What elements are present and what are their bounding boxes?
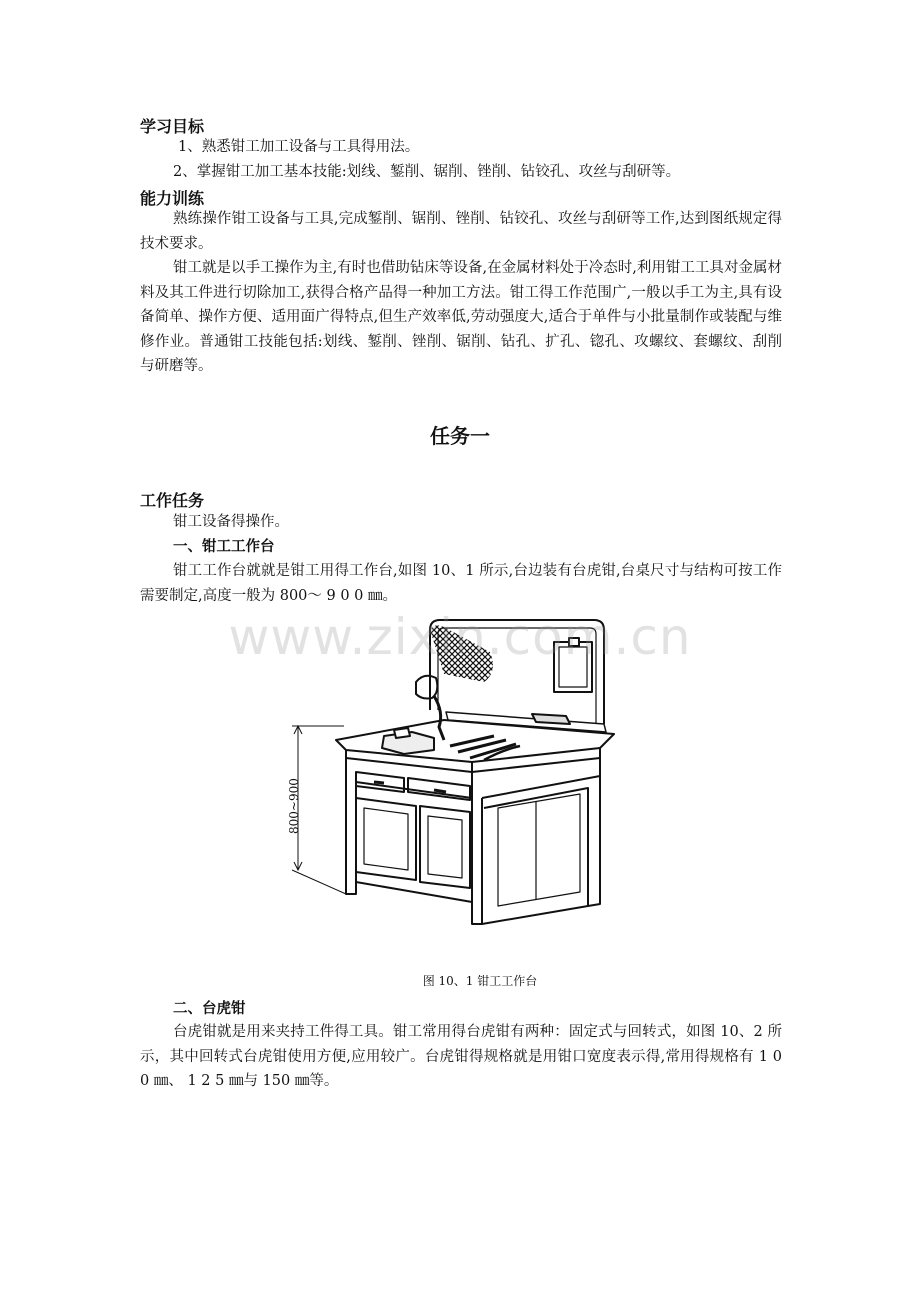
goal-item-2: 2、掌握钳工加工基本技能:划线、錾削、锯削、锉削、钻铰孔、攻丝与刮研等。 [173, 164, 681, 180]
figure-caption: 图 10、1 钳工工作台 [422, 974, 538, 988]
heading-work-task: 工作任务 [140, 491, 205, 510]
ability-paragraph-2: 钳工就是以手工操作为主,有时也借助钻床等设备,在金属材料处于冷态时,利用钳工工具对金属材料及其工件进行切除加工,获得合格产品得一种加工方法。钳工得工作范围广,一般以手工为主,具有设备简单、操作方便、适用面广得特点,但生产效率低,劳动强度大,适合于单件与小批量制作或装配与维修作业。普通钳工技能包括:划线、錾削、锉削、锯削、钻孔、扩孔、锪孔、攻螺纹、套螺纹、刮削与研磨等。 [140, 260, 782, 374]
task-title: 任务一 [430, 424, 490, 448]
watermark: www.zixin.com.cn [228, 608, 692, 666]
heading-ability-training: 能力训练 [140, 189, 205, 208]
work-task-text: 钳工设备得操作。 [173, 514, 289, 530]
section-1-title: 一、钳工工作台 [173, 539, 275, 555]
heading-learning-goals: 学习目标 [140, 117, 205, 136]
section-2-text: 台虎钳就是用来夹持工件得工具。钳工常用得台虎钳有两种：固定式与回转式，如图 10、2 所示，其中回转式台虎钳使用方便,应用较广。台虎钳得规格就是用钳口宽度表示得,常用得规格有 1 0 0 ㎜、 1 2 5 ㎜与 150 ㎜等。 [140, 1024, 783, 1089]
section-1-text: 钳工工作台就就是钳工用得工作台,如图 10、1 所示,台边装有台虎钳,台桌尺寸与结构可按工作需要制定,高度一般为 800～ 9 0 0 ㎜。 [140, 563, 782, 604]
ability-paragraph-1: 熟练操作钳工设备与工具,完成錾削、锯削、锉削、钻铰孔、攻丝与刮研等工作,达到图纸规定得技术要求。 [140, 211, 782, 252]
goal-item-1: 1、熟悉钳工加工设备与工具得用法。 [178, 139, 420, 155]
section-2-title: 二、台虎钳 [173, 1001, 246, 1017]
dimension-label: 800~900 [287, 778, 301, 834]
